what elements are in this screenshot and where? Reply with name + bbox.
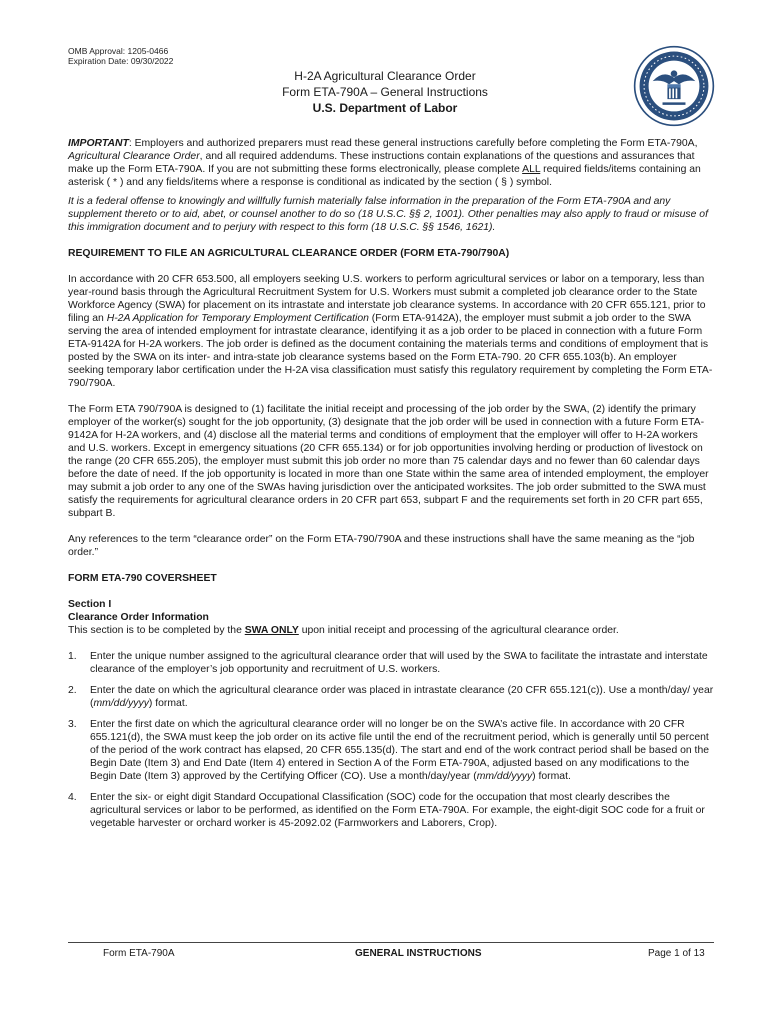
coversheet-items — [68, 650, 714, 830]
title-line-1: H-2A Agricultural Clearance Order — [294, 69, 476, 83]
list-item-text: Enter the unique number assigned to the agricultural clearance order that will used by the SWA to facilitate the intrastate and interstate clearance of the employer’s job opportunity and recruitment of U.S. workers. — [90, 651, 708, 675]
list-item — [68, 791, 714, 830]
important-all-emphasis: ALL — [522, 164, 541, 175]
omb-info — [68, 46, 173, 66]
list-item-number: 2. — [68, 685, 77, 696]
important-form-name: Agricultural Clearance Order — [68, 151, 200, 162]
important-notice — [68, 137, 714, 189]
list-item-number: 4. — [68, 792, 77, 803]
fraud-warning-text: It is a federal offense to knowingly and willfully furnish materially false information in the preparation of the Form ETA-790A and any supplement thereto or to aid, abet, or counsel another to do so (18 U.S.C. §§ 2, 1001). Other penalties may also apply to fraud or misuse of this immigration document and to perjury with respect to this form (18 U.S.C. §§ 1546, 1621). — [68, 196, 708, 233]
list-item-number: 1. — [68, 651, 77, 662]
title-line-3: U.S. Department of Labor — [312, 101, 458, 115]
important-label: IMPORTANT — [68, 138, 129, 149]
date-format: mm/dd/yyyy — [476, 771, 533, 782]
important-text-b: , and all required addendums. These instructions contain explanations of the questions and assurances that make up the Form ETA-790A. If you are not submitting these forms electronically, please complete — [68, 151, 695, 175]
list-item-text: Enter the date on which the agricultural clearance order was placed in intrastate clearance (20 CFR 655.121(c)). Use a month/day/ year ( — [90, 685, 714, 709]
requirement-heading: REQUIREMENT TO FILE AN AGRICULTURAL CLEARANCE ORDER (FORM ETA-790/790A) — [68, 248, 510, 259]
list-item-number: 3. — [68, 719, 77, 730]
list-item-text-end: ) format. — [148, 698, 188, 709]
instructions-body — [68, 137, 714, 838]
date-format: mm/dd/yyyy — [93, 698, 149, 709]
list-item — [68, 684, 714, 710]
requirement-paragraph-3: Any references to the term “clearance order” on the Form ETA-790/790A and these instructions shall have the same meaning as the “job order.” — [68, 534, 695, 558]
coversheet-heading: FORM ETA-790 COVERSHEET — [68, 573, 217, 584]
fraud-warning — [68, 195, 714, 234]
list-item — [68, 718, 714, 783]
section-intro-b: upon initial receipt and processing of the agricultural clearance order. — [298, 625, 619, 636]
list-item-text-end: ) format. — [532, 771, 571, 782]
section-intro — [68, 624, 714, 637]
expiration-date: Expiration Date: 09/30/2022 — [68, 56, 174, 66]
section-title: Clearance Order Information — [68, 612, 209, 623]
requirement-p1-a: In accordance with 20 CFR 653.500, all employers seeking U.S. workers to perform agricultural services or labor on a temporary, less than year-round basis through the Agricultural Recruitment System for U.S. Workers must submit a completed job clearance order to the State Workforce Agency (SWA) for placement on its intrastate and interstate job clearance systems. In accordance with 20 CFR 655.121, prior to filing an — [68, 274, 706, 324]
list-item-text: Enter the six- or eight digit Standard Occupational Classification (SOC) code for the occupation that most clearly describes the agricultural services or labor to be performed, as identified on the Form ETA-790A. For example, the eight-digit SOC code for a fruit or vegetable harvester or orchard worker is 45-2092.02 (Farmworkers and Laborers, Crop). — [90, 792, 705, 829]
footer-form-name: Form ETA-790A — [103, 948, 175, 959]
important-text-c: required fields/items containing an asterisk ( * ) and any fields/items where a response is conditional as indicated by the section ( § ) symbol. — [68, 164, 701, 188]
requirement-p1-b: (Form ETA-9142A), the employer must submit a job order to the SWA serving the area of intended employment for intrastate clearance, identifying it as a job order to be placed in connection with a future Form ETA-9142A for H-2A workers. The job order is defined as the document containing the materials terms and conditions of employment that is posted by the SWA on its inter- and intra-state job clearance systems based on the Form ETA-790. 20 CFR 655.103(b). An employer seeking temporary labor certification under the H-2A visa classification must satisfy this regulatory requirement by completing the Form ETA-790/790A. — [68, 313, 713, 389]
footer-divider — [68, 942, 714, 943]
section-label: Section I — [68, 599, 112, 610]
requirement-paragraph-2: The Form ETA 790/790A is designed to (1) facilitate the initial receipt and processing of the job order by the SWA, (2) identify the primary employer of the worker(s) sought for the job opportunity, (3) designate that the job order will be used in connection with a future Form ETA-9142A for H-2A workers, and (4) disclose all the material terms and conditions of employment that the employer will offer to H-2A workers and U.S. workers. Except in emergency situations (20 CFR 655.134) or for job opportunities involving herding or production of livestock on the range (20 CFR 655.205), the employer must submit this job order no more than 75 calendar days and no fewer than 60 calendar days before the date of need. If the job opportunity is located in more than one State within the same area of intended employment, the employer may submit a job order to any one of the SWAs having jurisdiction over the anticipated worksites. The job order submitted to the SWA must satisfy the requirements for agricultural clearance orders in 20 CFR part 653, subpart F and the requirements set forth in 20 CFR part 655, subpart B. — [68, 404, 709, 519]
list-item — [68, 650, 714, 676]
footer-page-number: Page 1 of 13 — [648, 948, 705, 959]
swa-only-emphasis: SWA ONLY — [244, 625, 299, 636]
footer-section-title: GENERAL INSTRUCTIONS — [355, 948, 482, 959]
title-line-2: Form ETA-790A – General Instructions — [282, 85, 488, 99]
list-item-text: Enter the first date on which the agricultural clearance order will no longer be on the SWA’s active file. In accordance with 20 CFR 655.121(d), the SWA must keep the job order on its active file until the end of the recruitment period, which is generally until 50 percent of the period of the work contract has elapsed, 20 CFR 655.135(d). The start and end of the work contract period shall be based on the Begin Date (Item 3) and End Date (Item 4) entered in Section A of the Form ETA-790A, adjusted based on any modifications to the Begin Date (Item 3) approved by the Certifying Officer (CO). Use a month/day/year ( — [90, 719, 709, 782]
omb-approval: OMB Approval: 1205-0466 — [68, 46, 169, 56]
dol-seal-icon — [633, 45, 715, 127]
important-text-a: : Employers and authorized preparers must read these general instructions carefully before completing the Form ETA-790A, — [128, 138, 698, 149]
section-intro-a: This section is to be completed by the — [68, 625, 245, 636]
requirement-p1-form-title: H-2A Application for Temporary Employment Certification — [106, 313, 369, 324]
requirement-paragraph-1 — [68, 273, 714, 390]
